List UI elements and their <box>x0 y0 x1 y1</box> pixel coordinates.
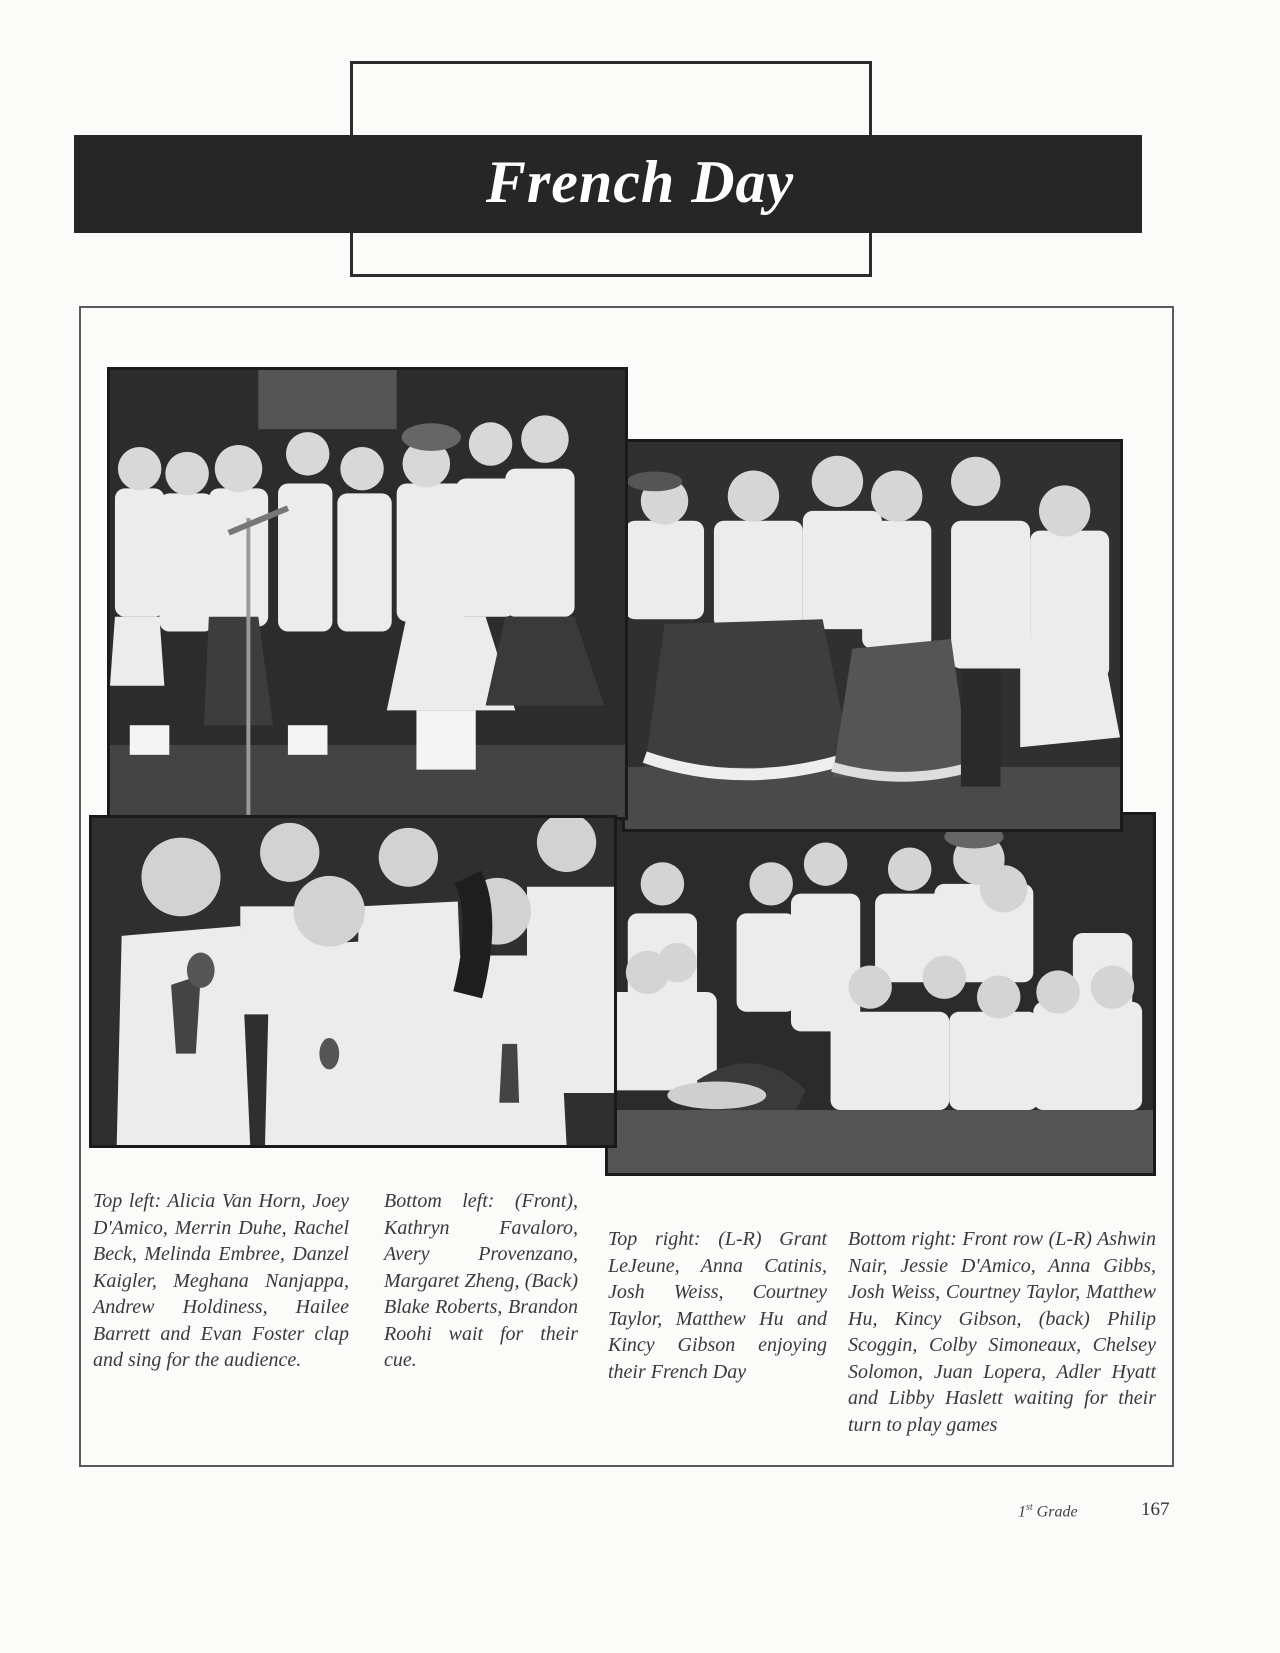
photo-bottom-right-image <box>608 815 1153 1173</box>
grade-word: Grade <box>1036 1503 1078 1521</box>
photo-bottom-right <box>605 812 1156 1176</box>
caption-top-right: Top right: (L-R) Grant LeJeune, Anna Catinis, Josh Weiss, Courtney Taylor, Matthew Hu and Kincy Gibson enjoying their French Day <box>608 1228 827 1383</box>
photo-top-left-image <box>110 370 625 817</box>
photo-top-left <box>107 367 628 820</box>
page-number: 167 <box>1141 1499 1170 1520</box>
grade-suffix: st <box>1026 1502 1033 1513</box>
footer-grade-label <box>1018 1502 1078 1521</box>
photo-top-right-image <box>625 442 1120 829</box>
page-title: French Day <box>485 149 795 215</box>
photo-bottom-left <box>89 815 617 1148</box>
caption-bottom-left: Bottom left: (Front), Kathryn Favaloro, Avery Provenzano, Margaret Zheng, (Back) Blake Roberts, Brandon Roohi wait for their cue. <box>384 1190 578 1371</box>
caption-bottom-right: Bottom right: Front row (L-R) Ashwin Nair, Jessie D'Amico, Anna Gibbs, Josh Weiss, Courtney Taylor, Matthew Hu, Kincy Gibson, (back) Philip Scoggin, Colby Simoneaux, Chelsey Solomon, Juan Lopera, Adler Hyatt and Libby Haslett waiting for their turn to play games <box>848 1228 1156 1436</box>
photo-bottom-left-image <box>92 818 614 1145</box>
photo-top-right <box>622 439 1123 832</box>
caption-top-left: Top left: Alicia Van Horn, Joey D'Amico, Merrin Duhe, Rachel Beck, Melinda Embree, Danzel Kaigler, Meghana Nanjappa, Andrew Holdiness, Hailee Barrett and Evan Foster clap and sing for the audience. <box>93 1190 349 1371</box>
grade-number: 1 <box>1018 1503 1026 1521</box>
